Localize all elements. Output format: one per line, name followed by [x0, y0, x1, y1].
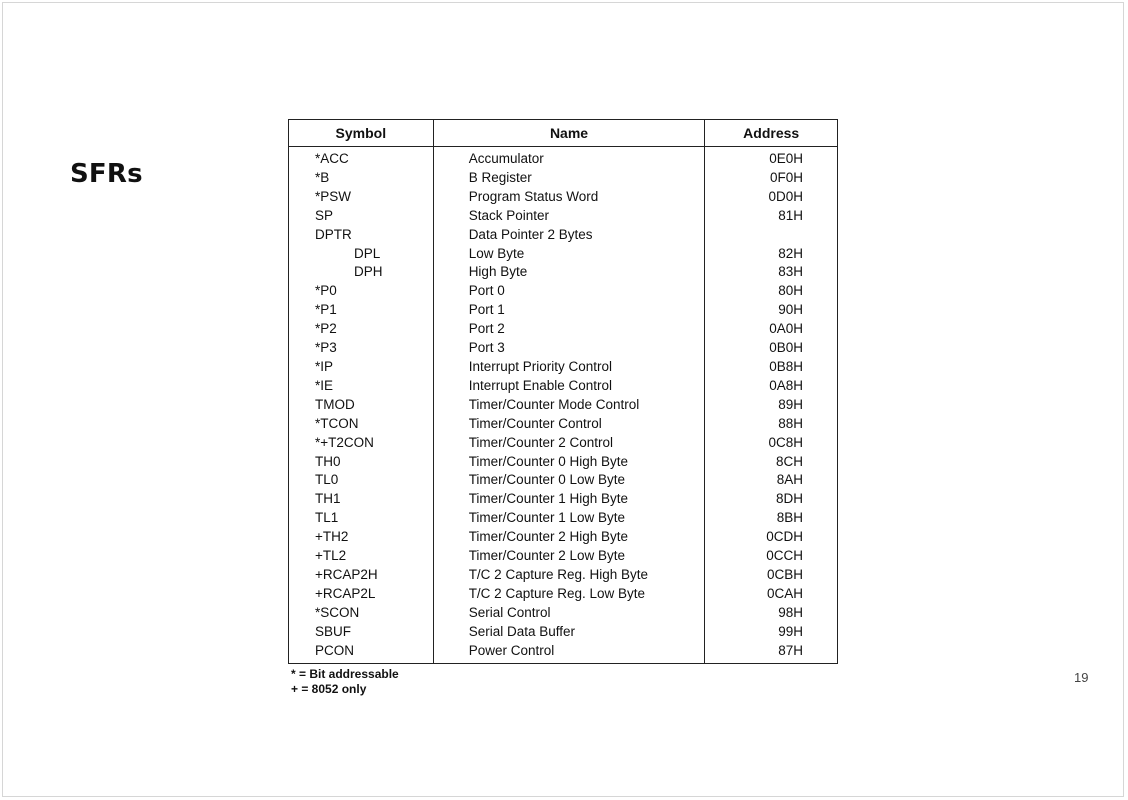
- name-cell: Timer/Counter Control: [433, 415, 705, 434]
- legend-bit-addressable: * = Bit addressable: [291, 667, 399, 681]
- symbol-cell: SBUF: [289, 623, 434, 642]
- name-cell: Serial Control: [433, 604, 705, 623]
- name-cell: Timer/Counter 1 Low Byte: [433, 509, 705, 528]
- address-cell: 0E0H: [769, 151, 803, 166]
- address-cell: 80H: [778, 283, 803, 299]
- table-row: [289, 623, 838, 642]
- symbol-cell: *IP: [289, 358, 434, 377]
- table-row: [289, 282, 838, 301]
- table-row: [289, 226, 838, 245]
- name-cell: B Register: [433, 169, 705, 188]
- header-address: Address: [705, 120, 838, 147]
- address-cell: 0CBH: [766, 566, 803, 582]
- address-cell: 8BH: [776, 510, 803, 526]
- name-cell: Timer/Counter Mode Control: [433, 396, 705, 415]
- name-cell: Timer/Counter 1 High Byte: [433, 490, 705, 509]
- table-row: [289, 358, 838, 377]
- table-row: [289, 320, 838, 339]
- name-cell: Low Byte: [433, 245, 705, 264]
- symbol-cell: *SCON: [289, 604, 434, 623]
- symbol-cell: +TH2: [289, 528, 434, 547]
- symbol-cell: DPL: [289, 245, 434, 264]
- name-cell: Interrupt Enable Control: [433, 377, 705, 396]
- symbol-cell: *P0: [289, 282, 434, 301]
- symbol-cell: *P2: [289, 320, 434, 339]
- table-row: [289, 528, 838, 547]
- symbol-cell: *ACC: [289, 147, 434, 169]
- symbol-cell: DPTR: [289, 226, 434, 245]
- symbol-cell: *B: [289, 169, 434, 188]
- table-row: [289, 263, 838, 282]
- name-cell: T/C 2 Capture Reg. High Byte: [433, 566, 705, 585]
- name-cell: Program Status Word: [433, 188, 705, 207]
- address-cell: 0B8H: [769, 358, 803, 374]
- symbol-cell: TMOD: [289, 396, 434, 415]
- table-row: [289, 434, 838, 453]
- header-symbol: Symbol: [289, 120, 434, 147]
- name-cell: Timer/Counter 2 Low Byte: [433, 547, 705, 566]
- address-cell: 81H: [778, 207, 803, 223]
- symbol-cell: +RCAP2H: [289, 566, 434, 585]
- symbol-cell: *PSW: [289, 188, 434, 207]
- name-cell: Interrupt Priority Control: [433, 358, 705, 377]
- table-row: [289, 642, 838, 664]
- name-cell: Port 0: [433, 282, 705, 301]
- table-row: [289, 585, 838, 604]
- name-cell: T/C 2 Capture Reg. Low Byte: [433, 585, 705, 604]
- name-cell: Port 1: [433, 301, 705, 320]
- table-row: [289, 490, 838, 509]
- symbol-cell: DPH: [289, 263, 434, 282]
- table-row: [289, 147, 838, 169]
- address-cell: 0C8H: [768, 434, 803, 450]
- legend: [291, 667, 399, 697]
- name-cell: Power Control: [433, 642, 705, 664]
- table-row: [289, 415, 838, 434]
- address-cell: 0A8H: [769, 377, 803, 393]
- name-cell: Accumulator: [433, 147, 705, 169]
- name-cell: Timer/Counter 2 Control: [433, 434, 705, 453]
- table-row: [289, 396, 838, 415]
- address-cell: 8AH: [776, 472, 803, 488]
- table-header-row: [289, 120, 838, 147]
- name-cell: Stack Pointer: [433, 207, 705, 226]
- symbol-cell: SP: [289, 207, 434, 226]
- name-cell: Port 2: [433, 320, 705, 339]
- address-cell: 90H: [778, 302, 803, 318]
- address-cell: 0CAH: [766, 585, 803, 601]
- address-cell: [705, 226, 838, 245]
- symbol-cell: *P3: [289, 339, 434, 358]
- address-cell: 0F0H: [769, 169, 803, 185]
- address-cell: 0CDH: [766, 529, 803, 545]
- address-cell: 8CH: [775, 453, 803, 469]
- slide-title: SFRs: [70, 159, 143, 189]
- symbol-cell: TL0: [289, 471, 434, 490]
- address-cell: 89H: [778, 396, 803, 412]
- symbol-cell: TL1: [289, 509, 434, 528]
- table-row: [289, 169, 838, 188]
- address-cell: 88H: [778, 415, 803, 431]
- symbol-cell: +TL2: [289, 547, 434, 566]
- symbol-cell: TH1: [289, 490, 434, 509]
- table-row: [289, 509, 838, 528]
- name-cell: Serial Data Buffer: [433, 623, 705, 642]
- table-row: [289, 566, 838, 585]
- table-row: [289, 188, 838, 207]
- address-cell: 82H: [778, 245, 803, 261]
- table-row: [289, 377, 838, 396]
- address-cell: 8DH: [775, 491, 803, 507]
- address-cell: 0B0H: [769, 340, 803, 356]
- name-cell: Port 3: [433, 339, 705, 358]
- address-cell: 0D0H: [768, 188, 803, 204]
- symbol-cell: *TCON: [289, 415, 434, 434]
- table-row: [289, 207, 838, 226]
- name-cell: High Byte: [433, 263, 705, 282]
- table-row: [289, 453, 838, 472]
- page-number: 19: [1074, 670, 1089, 685]
- address-cell: 0A0H: [769, 321, 803, 337]
- symbol-cell: PCON: [289, 642, 434, 664]
- name-cell: Timer/Counter 0 Low Byte: [433, 471, 705, 490]
- address-cell: 99H: [778, 623, 803, 639]
- address-cell: 0CCH: [766, 548, 803, 564]
- name-cell: Data Pointer 2 Bytes: [433, 226, 705, 245]
- table-body: [289, 147, 838, 664]
- symbol-cell: *IE: [289, 377, 434, 396]
- address-cell: 98H: [778, 604, 803, 620]
- name-cell: Timer/Counter 2 High Byte: [433, 528, 705, 547]
- legend-8052-only: + = 8052 only: [291, 682, 367, 696]
- table-row: [289, 604, 838, 623]
- symbol-cell: +RCAP2L: [289, 585, 434, 604]
- name-cell: Timer/Counter 0 High Byte: [433, 453, 705, 472]
- address-cell: 83H: [778, 264, 803, 280]
- table-row: [289, 547, 838, 566]
- address-cell: 87H: [778, 642, 803, 658]
- table-row: [289, 301, 838, 320]
- symbol-cell: *P1: [289, 301, 434, 320]
- table-row: [289, 245, 838, 264]
- sfr-table: [288, 119, 838, 664]
- header-name: Name: [433, 120, 705, 147]
- symbol-cell: *+T2CON: [289, 434, 434, 453]
- table-row: [289, 471, 838, 490]
- symbol-cell: TH0: [289, 453, 434, 472]
- table-row: [289, 339, 838, 358]
